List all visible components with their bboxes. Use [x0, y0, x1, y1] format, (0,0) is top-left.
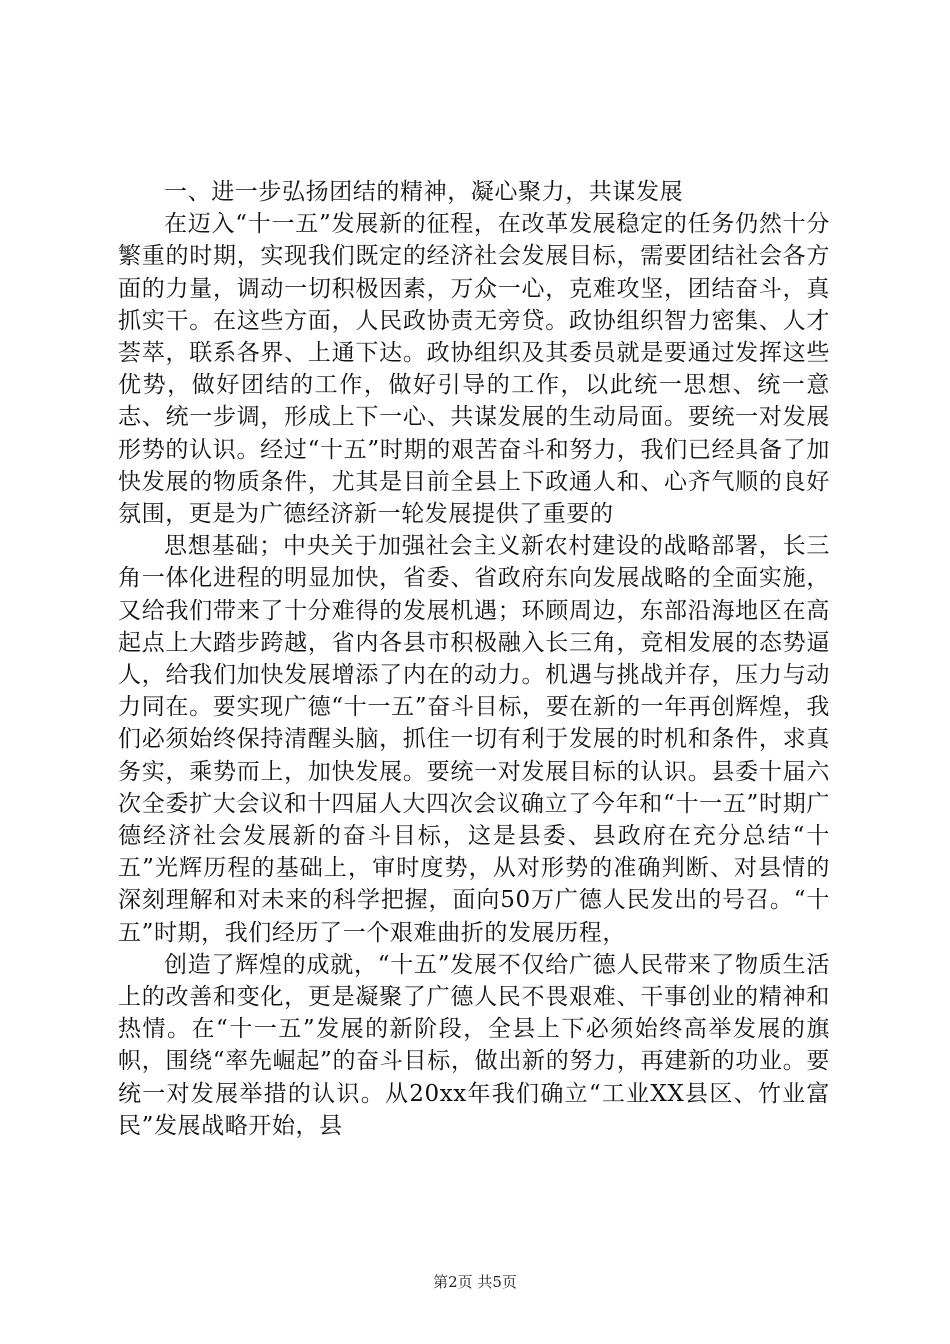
section-heading: 一、进一步弘扬团结的精神，凝心聚力，共谋发展: [164, 179, 684, 205]
paragraph: 思想基础；中央关于加强社会主义新农村建设的战略部署，长三角一体化进程的明显加快，省委、省政府东向发展战略的全面实施，又给我们带来了十分难得的发展机遇；环顾周边，东部沿海地区在高起点上大踏步跨越，省内各县市积极融入长三角，竞相发展的态势逼人，给我们加快发展增添了内在的动力。机遇与挑战并存，压力与动力同在。要实现广德“十一五”奋斗目标，要在新的一年再创辉煌，我们必须始终保持清醒头脑，抓住一切有利于发展的时机和条件，求真务实，乘势而上，加快发展。要统一对发展目标的认识。县委十届六次全委扩大会议和十四届人大四次会议确立了今年和“十一五”时期广德经济社会发展新的奋斗目标，这是县委、县政府在充分总结“十五”光辉历程的基础上，审时度势，从对形势的准确判断、对县情的深刻理解和对未来的科学把握，面向50万广德人民发出的号召。“十五”时期，我们经历了一个艰难曲折的发展历程，: [118, 533, 830, 946]
page-number-footer: 第2页 共5页: [433, 1273, 517, 1291]
document-body: [118, 176, 830, 1142]
paragraph: 创造了辉煌的成就，“十五”发展不仅给广德人民带来了物质生活上的改善和变化，更是凝聚了广德人民不畏艰难、干事创业的精神和热情。在“十一五”发展的新阶段，全县上下必须始终高举发展的旗帜，围绕“率先崛起”的奋斗目标，做出新的努力，再建新的功业。要统一对发展举措的认识。从20xx年我们确立“工业XX县区、竹业富民”发展战略开始，县: [118, 951, 830, 1139]
paragraph: 在迈入“十一五”发展新的征程，在改革发展稳定的任务仍然十分繁重的时期，实现我们既定的经济社会发展目标，需要团结社会各方面的力量，调动一切积极因素，万众一心，克难攻坚，团结奋斗，真抓实干。在这些方面，人民政协责无旁贷。政协组织智力密集、人才荟萃，联系各界、上通下达。政协组织及其委员就是要通过发挥这些优势，做好团结的工作，做好引导的工作，以此统一思想、统一意志、统一步调，形成上下一心、共谋发展的生动局面。要统一对发展形势的认识。经过“十五”时期的艰苦奋斗和努力，我们已经具备了加快发展的物质条件，尤其是目前全县上下政通人和、心齐气顺的良好氛围，更是为广德经济新一轮发展提供了重要的: [118, 211, 830, 528]
